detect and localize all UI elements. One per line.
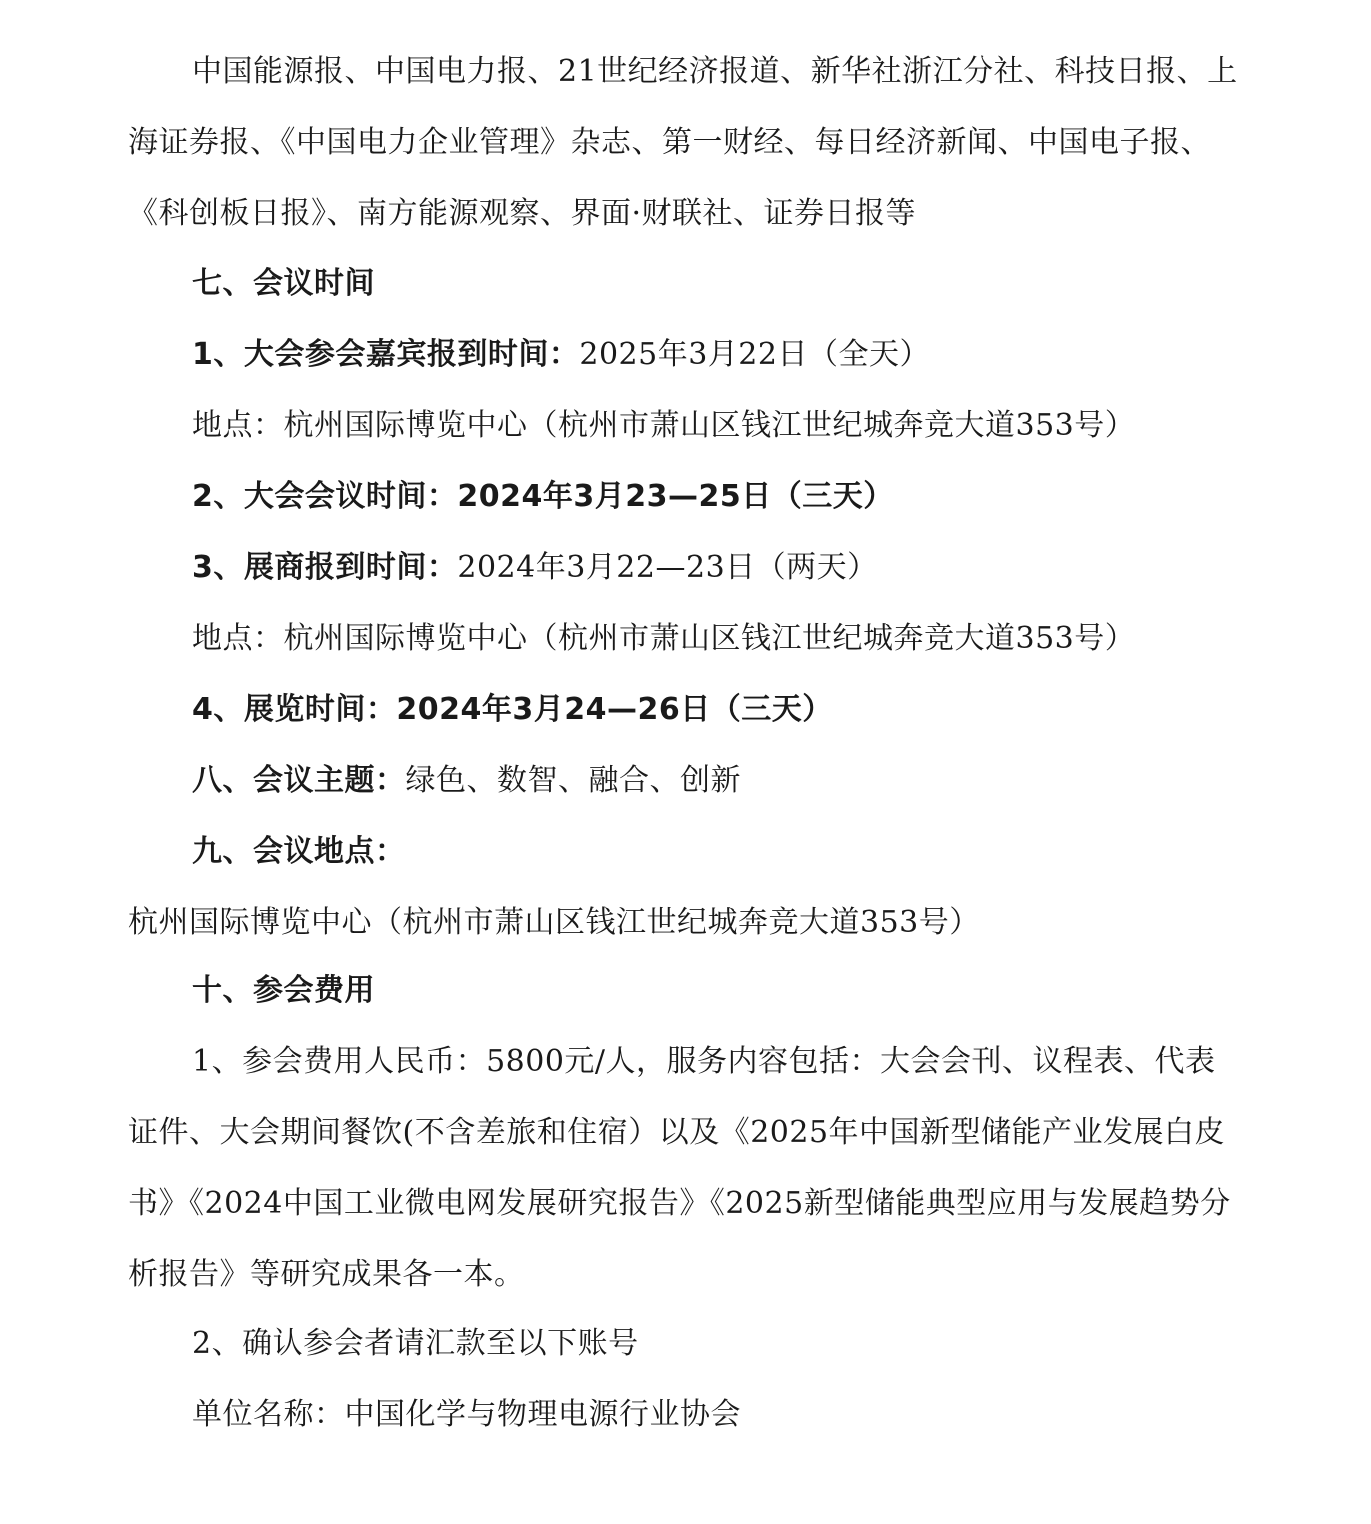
fee-item-1: 1、参会费用人民币：5800元/人，服务内容包括：大会会刊、议程表、代表证件、大会期间餐饮(不含差旅和住宿）以及《2025年中国新型储能产业发展白皮书》《2024中国工业微电网发展研究报告》《2025新型储能典型应用与发展趋势分析报告》等研究成果各一本。 xyxy=(128,1044,1231,1292)
item-2-conference-time: 2、大会会议时间：2024年3月23—25日（三天） xyxy=(192,479,894,514)
section-9-value: 杭州国际博览中心（杭州市萧山区钱江世纪城奔竞大道353号） xyxy=(128,905,980,940)
section-10-heading: 十、参会费用 xyxy=(192,973,375,1008)
section-8-theme xyxy=(128,745,1243,816)
fee-item-2: 2、确认参会者请汇款至以下账号 xyxy=(192,1326,639,1361)
item-1-label: 1、大会参会嘉宾报到时间： xyxy=(192,337,580,372)
item-1-value: 2025年3月22日（全天） xyxy=(579,337,930,372)
item-3-label: 3、展商报到时间： xyxy=(192,550,458,585)
item-3-location: 地点：杭州国际博览中心（杭州市萧山区钱江世纪城奔竞大道353号） xyxy=(192,621,1136,656)
section-7-heading: 七、会议时间 xyxy=(192,266,375,301)
item-4-exhibition-time: 4、展览时间：2024年3月24—26日（三天） xyxy=(192,692,833,727)
media-list-paragraph: 中国能源报、中国电力报、21世纪经济报道、新华社浙江分社、科技日报、上海证券报、《中国电力企业管理》杂志、第一财经、每日经济新闻、中国电子报、《科创板日报》、南方能源观察、界面·财联社、证券日报等 xyxy=(128,54,1238,231)
section-9-label: 九、会议地点： xyxy=(192,834,406,869)
unit-name: 单位名称：中国化学与物理电源行业协会 xyxy=(192,1397,741,1432)
item-1-registration-time xyxy=(128,319,1243,390)
item-3-value: 2024年3月22—23日（两天） xyxy=(457,550,878,585)
section-9-venue xyxy=(128,816,1243,958)
section-8-label: 八、会议主题： xyxy=(192,763,406,798)
item-3-exhibitor-time xyxy=(128,532,1243,603)
section-8-value: 绿色、数智、融合、创新 xyxy=(405,763,741,798)
item-1-location: 地点：杭州国际博览中心（杭州市萧山区钱江世纪城奔竞大道353号） xyxy=(192,408,1136,443)
